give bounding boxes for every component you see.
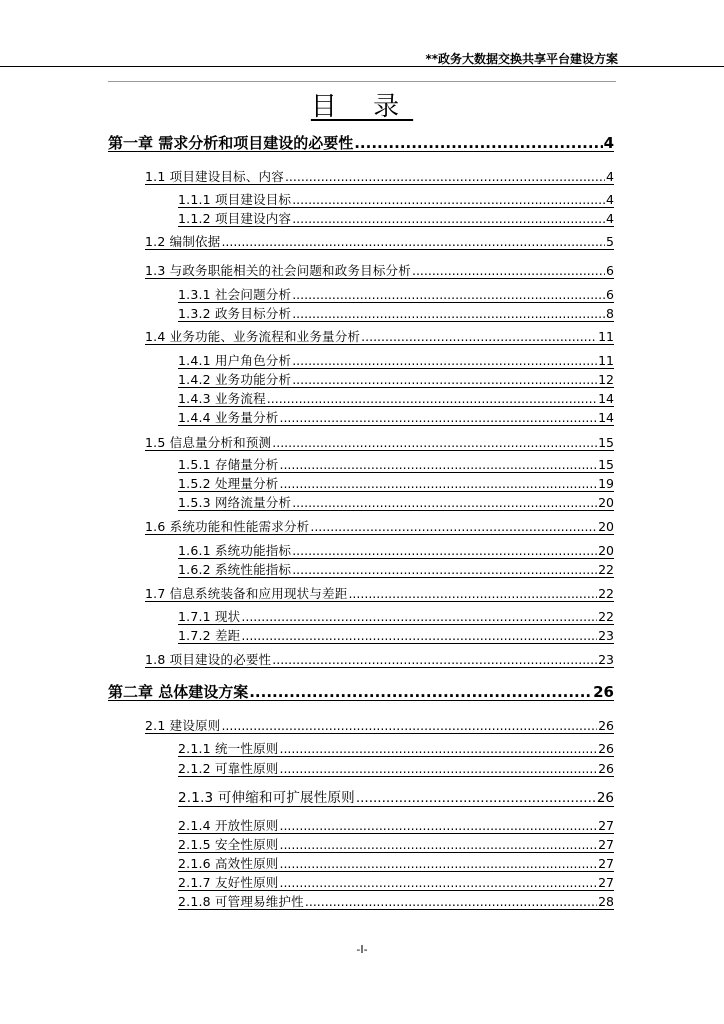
toc-entry-label: 2.1.7 友好性原则 [178, 875, 279, 890]
toc-entry-label: 第二章 总体建设方案 [108, 683, 249, 701]
toc-entry-label: 1.5.2 处理量分析 [178, 476, 279, 491]
toc-dot-leader [221, 236, 605, 249]
toc-dot-leader [241, 611, 597, 624]
toc-entry-page: 27 [598, 837, 614, 852]
toc-section-entry[interactable] [145, 437, 614, 451]
toc-entry-page: 15 [598, 457, 614, 472]
toc-dot-leader [361, 331, 597, 344]
toc-section-entry[interactable] [145, 236, 614, 250]
toc-dot-leader [354, 136, 602, 151]
toc-entry-label: 1.6.1 系统功能指标 [178, 543, 292, 558]
toc-entry-label: 1.5 信息量分析和预测 [145, 435, 272, 450]
toc-dot-leader [279, 412, 597, 425]
toc-entry-page: 26 [596, 790, 614, 806]
toc-dot-leader [279, 459, 597, 472]
toc-entry-page: 28 [598, 894, 614, 909]
toc-title: 目 录 [310, 92, 414, 122]
toc-entry-page: 4 [606, 211, 614, 226]
toc-dot-leader [279, 478, 597, 491]
toc-dot-leader [348, 588, 597, 601]
toc-section-entry[interactable] [145, 654, 614, 668]
toc-entry-page: 26 [593, 683, 614, 701]
header-divider [0, 66, 724, 67]
toc-section-entry[interactable] [145, 521, 614, 535]
toc-dot-leader [279, 743, 597, 756]
toc-subsection-entry[interactable] [178, 763, 614, 777]
toc-entry-page: 6 [606, 263, 614, 278]
toc-entry-page: 11 [598, 329, 614, 344]
toc-dot-leader [310, 521, 597, 534]
toc-dot-leader [292, 308, 605, 321]
toc-dot-leader [249, 685, 592, 700]
toc-entry-label: 第一章 需求分析和项目建设的必要性 [108, 134, 354, 152]
header-divider-inner [108, 81, 616, 82]
toc-chapter-entry[interactable] [108, 685, 614, 701]
toc-entry-page: 26 [598, 741, 614, 756]
toc-entry-label: 1.6.2 系统性能指标 [178, 562, 292, 577]
toc-dot-leader [292, 194, 605, 207]
toc-entry-label: 1.4.3 业务流程 [178, 391, 266, 406]
toc-entry-label: 1.4.1 用户角色分析 [178, 353, 292, 368]
toc-entry-page: 22 [598, 562, 614, 577]
toc-subsection-entry[interactable] [178, 858, 614, 872]
toc-dot-leader [356, 792, 596, 806]
toc-entry-label: 1.8 项目建设的必要性 [145, 652, 272, 667]
page-number: -I- [356, 943, 368, 956]
toc-subsection-entry[interactable] [178, 877, 614, 891]
toc-dot-leader [292, 497, 597, 510]
toc-entry-page: 5 [606, 234, 614, 249]
toc-section-entry[interactable] [145, 171, 614, 185]
toc-entry-label: 1.2 编制依据 [145, 234, 221, 249]
toc-entry-page: 4 [606, 192, 614, 207]
toc-entry-label: 1.5.3 网络流量分析 [178, 495, 292, 510]
toc-entry-label: 1.7.2 差距 [178, 628, 241, 643]
toc-entry-label: 1.7.1 现状 [178, 609, 241, 624]
toc-dot-leader [272, 654, 597, 667]
toc-entry-page: 27 [598, 818, 614, 833]
toc-entry-label: 2.1 建设原则 [145, 718, 221, 733]
toc-subsection-entry[interactable] [178, 630, 614, 644]
toc-entry-page: 27 [598, 856, 614, 871]
toc-dot-leader [279, 839, 597, 852]
running-header: **政务大数据交换共享平台建设方案 [425, 52, 618, 66]
toc-entry-page: 20 [598, 543, 614, 558]
toc-entry-label: 2.1.5 安全性原则 [178, 837, 279, 852]
toc-subsection-entry[interactable] [178, 839, 614, 853]
toc-entry-label: 1.1.2 项目建设内容 [178, 211, 292, 226]
toc-dot-leader [412, 265, 605, 278]
toc-entry-label: 2.1.4 开放性原则 [178, 818, 279, 833]
toc-entry-label: 2.1.2 可靠性原则 [178, 761, 279, 776]
toc-entry-label: 2.1.3 可伸缩和可扩展性原则 [178, 790, 355, 806]
toc-subsection-entry[interactable] [178, 792, 614, 807]
toc-entry-page: 22 [598, 586, 614, 601]
toc-entry-page: 26 [598, 718, 614, 733]
toc-entry-page: 23 [598, 652, 614, 667]
toc-entry-label: 1.3.1 社会问题分析 [178, 287, 292, 302]
toc-subsection-entry[interactable] [178, 564, 614, 578]
toc-entry-label: 1.4 业务功能、业务流程和业务量分析 [145, 329, 361, 344]
toc-entry-label: 2.1.8 可管理易维护性 [178, 894, 304, 909]
toc-subsection-entry[interactable] [178, 308, 614, 322]
toc-chapter-entry[interactable] [108, 136, 614, 152]
toc-entry-label: 1.4.2 业务功能分析 [178, 372, 292, 387]
toc-entry-label: 2.1.6 高效性原则 [178, 856, 279, 871]
toc-subsection-entry[interactable] [178, 545, 614, 559]
toc-dot-leader [241, 630, 597, 643]
toc-dot-leader [292, 564, 597, 577]
toc-subsection-entry[interactable] [178, 497, 614, 511]
toc-entry-label: 1.6 系统功能和性能需求分析 [145, 519, 310, 534]
toc-section-entry[interactable] [145, 331, 614, 345]
toc-entry-label: 2.1.1 统一性原则 [178, 741, 279, 756]
toc-subsection-entry[interactable] [178, 611, 614, 625]
toc-subsection-entry[interactable] [178, 374, 614, 388]
toc-subsection-entry[interactable] [178, 355, 614, 369]
toc-entry-page: 22 [598, 609, 614, 624]
toc-entry-page: 15 [598, 435, 614, 450]
toc-dot-leader [221, 720, 597, 733]
toc-section-entry[interactable] [145, 265, 614, 279]
toc-section-entry[interactable] [145, 720, 614, 734]
toc-dot-leader [292, 355, 597, 368]
toc-entry-page: 8 [606, 306, 614, 321]
toc-entry-label: 1.7 信息系统装备和应用现状与差距 [145, 586, 348, 601]
toc-dot-leader [285, 171, 605, 184]
toc-subsection-entry[interactable] [178, 459, 614, 473]
toc-subsection-entry[interactable] [178, 896, 614, 910]
toc-section-entry[interactable] [145, 588, 614, 602]
toc-dot-leader [292, 213, 605, 226]
toc-subsection-entry[interactable] [178, 289, 614, 303]
toc-entry-label: 1.1.1 项目建设目标 [178, 192, 292, 207]
toc-entry-page: 14 [598, 410, 614, 425]
toc-entry-page: 20 [598, 495, 614, 510]
toc-dot-leader [279, 858, 597, 871]
toc-dot-leader [292, 545, 597, 558]
toc-entry-page: 27 [598, 875, 614, 890]
toc-entry-page: 4 [603, 134, 614, 152]
toc-entry-page: 19 [598, 476, 614, 491]
toc-entry-label: 1.3.2 政务目标分析 [178, 306, 292, 321]
toc-subsection-entry[interactable] [178, 412, 614, 426]
toc-subsection-entry[interactable] [178, 213, 614, 227]
toc-entry-page: 4 [606, 169, 614, 184]
toc-entry-page: 6 [606, 287, 614, 302]
toc-entry-label: 1.4.4 业务量分析 [178, 410, 279, 425]
toc-subsection-entry[interactable] [178, 743, 614, 757]
toc-subsection-entry[interactable] [178, 194, 614, 208]
toc-dot-leader [279, 877, 597, 890]
toc-entry-page: 23 [598, 628, 614, 643]
toc-dot-leader [267, 393, 597, 406]
toc-entry-page: 14 [598, 391, 614, 406]
toc-entry-label: 1.3 与政务职能相关的社会问题和政务目标分析 [145, 263, 411, 278]
toc-entry-label: 1.1 项目建设目标、内容 [145, 169, 284, 184]
toc-entry-page: 26 [598, 761, 614, 776]
toc-dot-leader [272, 437, 597, 450]
toc-entry-page: 20 [598, 519, 614, 534]
toc-dot-leader [279, 820, 597, 833]
toc-dot-leader [292, 374, 597, 387]
toc-subsection-entry[interactable] [178, 820, 614, 834]
toc-entry-page: 11 [598, 353, 614, 368]
toc-dot-leader [292, 289, 605, 302]
toc-entry-page: 12 [598, 372, 614, 387]
toc-dot-leader [279, 763, 597, 776]
toc-subsection-entry[interactable] [178, 478, 614, 492]
toc-entry-label: 1.5.1 存储量分析 [178, 457, 279, 472]
toc-subsection-entry[interactable] [178, 393, 614, 407]
toc-dot-leader [305, 896, 597, 909]
